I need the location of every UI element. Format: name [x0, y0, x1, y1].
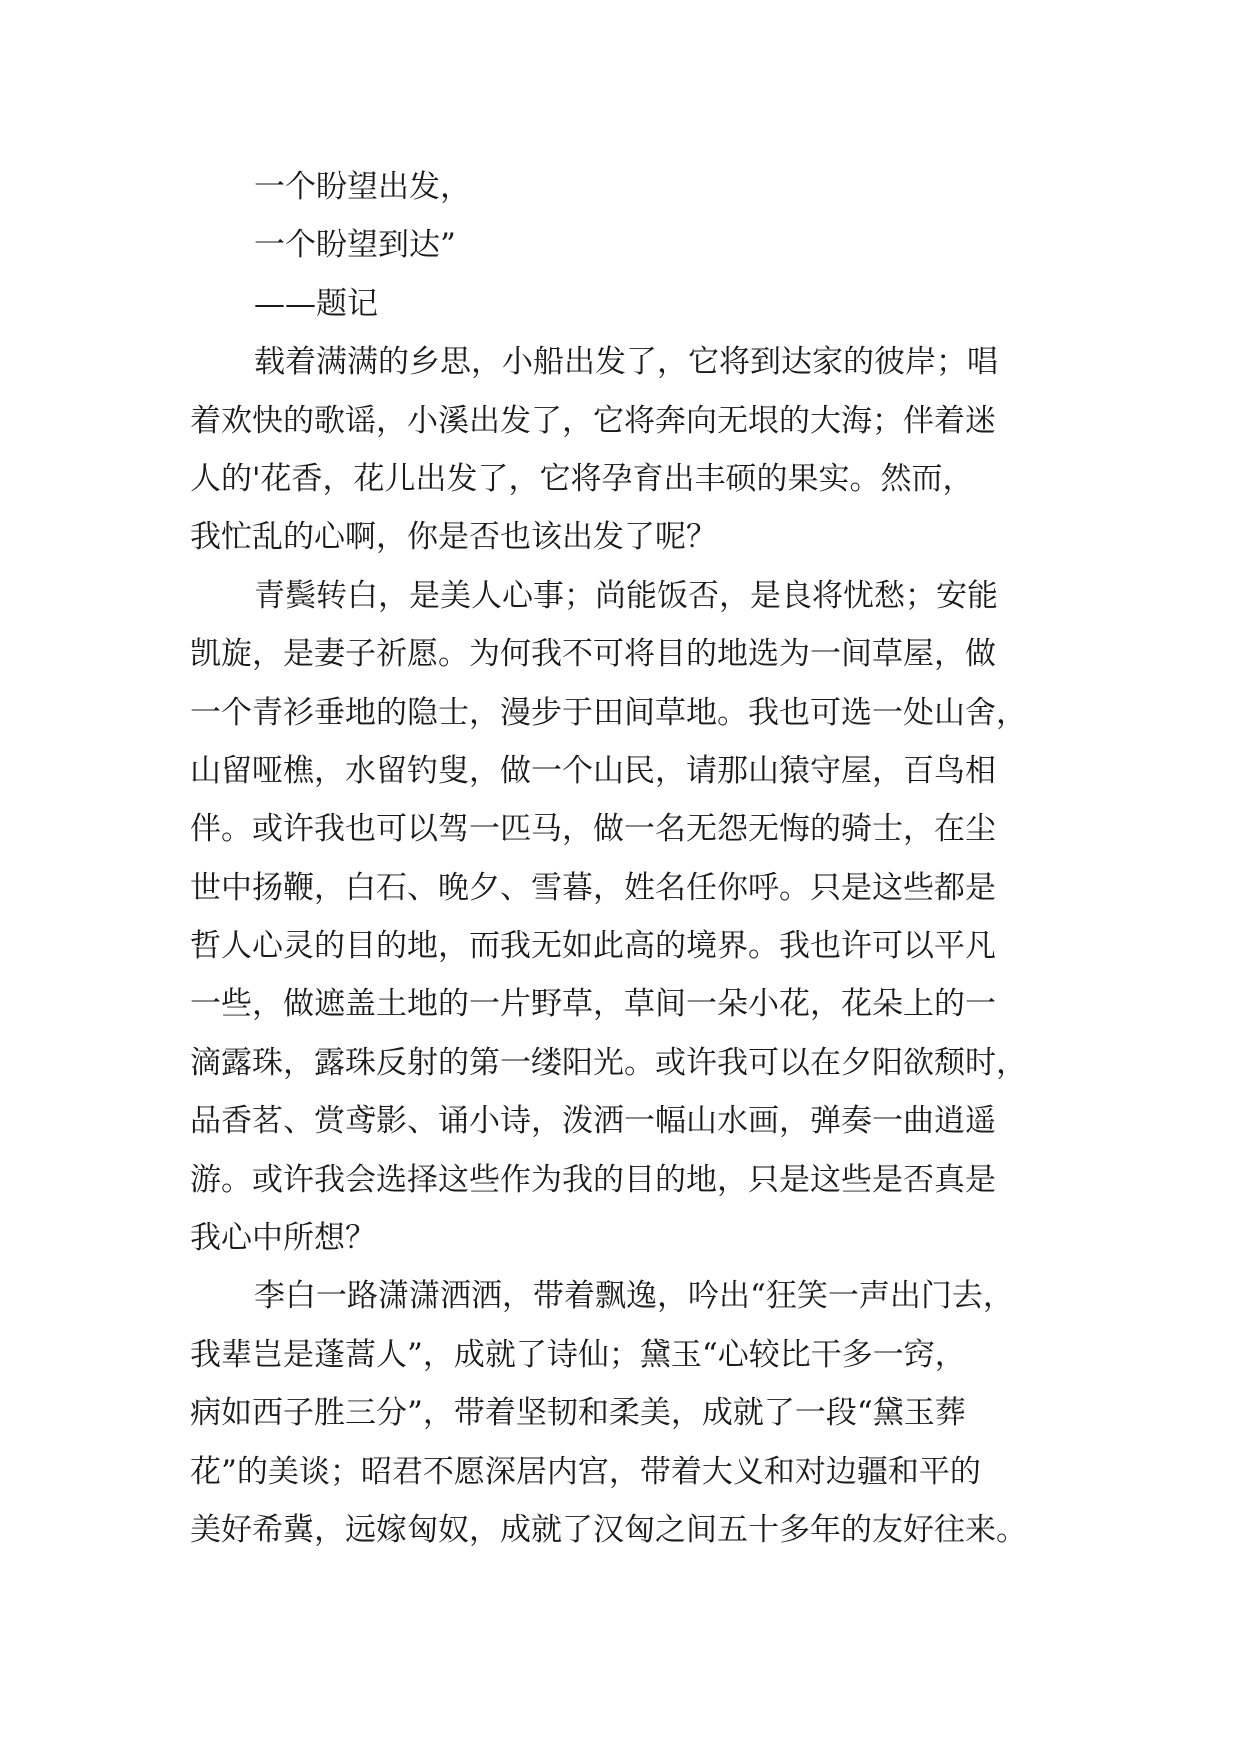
paragraph-line: 载着满满的乡思，小船出发了，它将到达家的彼岸；唱	[254, 344, 998, 381]
paragraph-line: 世中扬鞭，白石、晚夕、雪暮，姓名任你呼。只是这些都是	[190, 869, 996, 906]
paragraph-line: 我心中所想？	[190, 1220, 376, 1257]
paragraph-line: 滴露珠，露珠反射的第一缕阳光。或许我可以在夕阳欲颓时，	[190, 1044, 1027, 1081]
paragraph-line: 着欢快的歌谣，小溪出发了，它将奔向无垠的大海；伴着迷	[190, 402, 996, 439]
paragraph-line: 美好希冀，远嫁匈奴，成就了汉匈之间五十多年的友好往来。	[190, 1511, 1027, 1548]
paragraph-line: 青鬓转白，是美人心事；尚能饭否，是良将忧愁；安能	[254, 577, 998, 614]
paragraph-line: 花”的美谈；昭君不愿深居内宫，带着大义和对边疆和平的	[190, 1453, 981, 1490]
paragraph-line: 我辈岂是蓬蒿人”，成就了诗仙；黛玉“心较比干多一窍，	[190, 1336, 966, 1373]
paragraph-line: 哲人心灵的目的地，而我无如此高的境界。我也许可以平凡	[190, 928, 996, 965]
paragraph-line: 人的'花香，花儿出发了，它将孕育出丰硕的果实。然而，	[190, 460, 974, 497]
paragraph-line: 品香茗、赏鸢影、诵小诗，泼洒一幅山水画，弹奏一曲逍遥	[190, 1103, 996, 1140]
paragraph-line: 我忙乱的心啊，你是否也该出发了呢？	[190, 519, 717, 556]
paragraph-2	[190, 567, 1050, 1268]
paragraph-line: 病如西子胜三分”，带着坚韧和柔美，成就了一段“黛玉葬	[190, 1395, 966, 1432]
paragraph-3	[190, 1267, 1050, 1559]
paragraph-1	[190, 333, 1050, 567]
paragraph-line: 一些，做遮盖土地的一片野草，草间一朵小花，花朵上的一	[190, 986, 996, 1023]
document-body	[190, 158, 1050, 1559]
paragraph-line: 伴。或许我也可以驾一匹马，做一名无怨无悔的骑士，在尘	[190, 811, 996, 848]
paragraph-line: 李白一路潇潇洒洒，带着飘逸，吟出“狂笑一声出门去，	[254, 1278, 1014, 1315]
paragraph-line: 凯旋，是妻子祈愿。为何我不可将目的地选为一间草屋，做	[190, 636, 996, 673]
paragraph-line: 游。或许我会选择这些作为我的目的地，只是这些是否真是	[190, 1161, 996, 1198]
epigraph-line: 一个盼望出发，	[254, 169, 471, 205]
paragraph-line: 一个青衫垂地的隐士，漫步于田间草地。我也可选一处山舍，	[190, 694, 1027, 731]
paragraph-line: 山留哑樵，水留钓叟，做一个山民，请那山猿守屋，百鸟相	[190, 752, 996, 789]
epigraph-attribution: ——题记	[254, 285, 378, 322]
epigraph-line: 一个盼望到达”	[254, 227, 456, 264]
